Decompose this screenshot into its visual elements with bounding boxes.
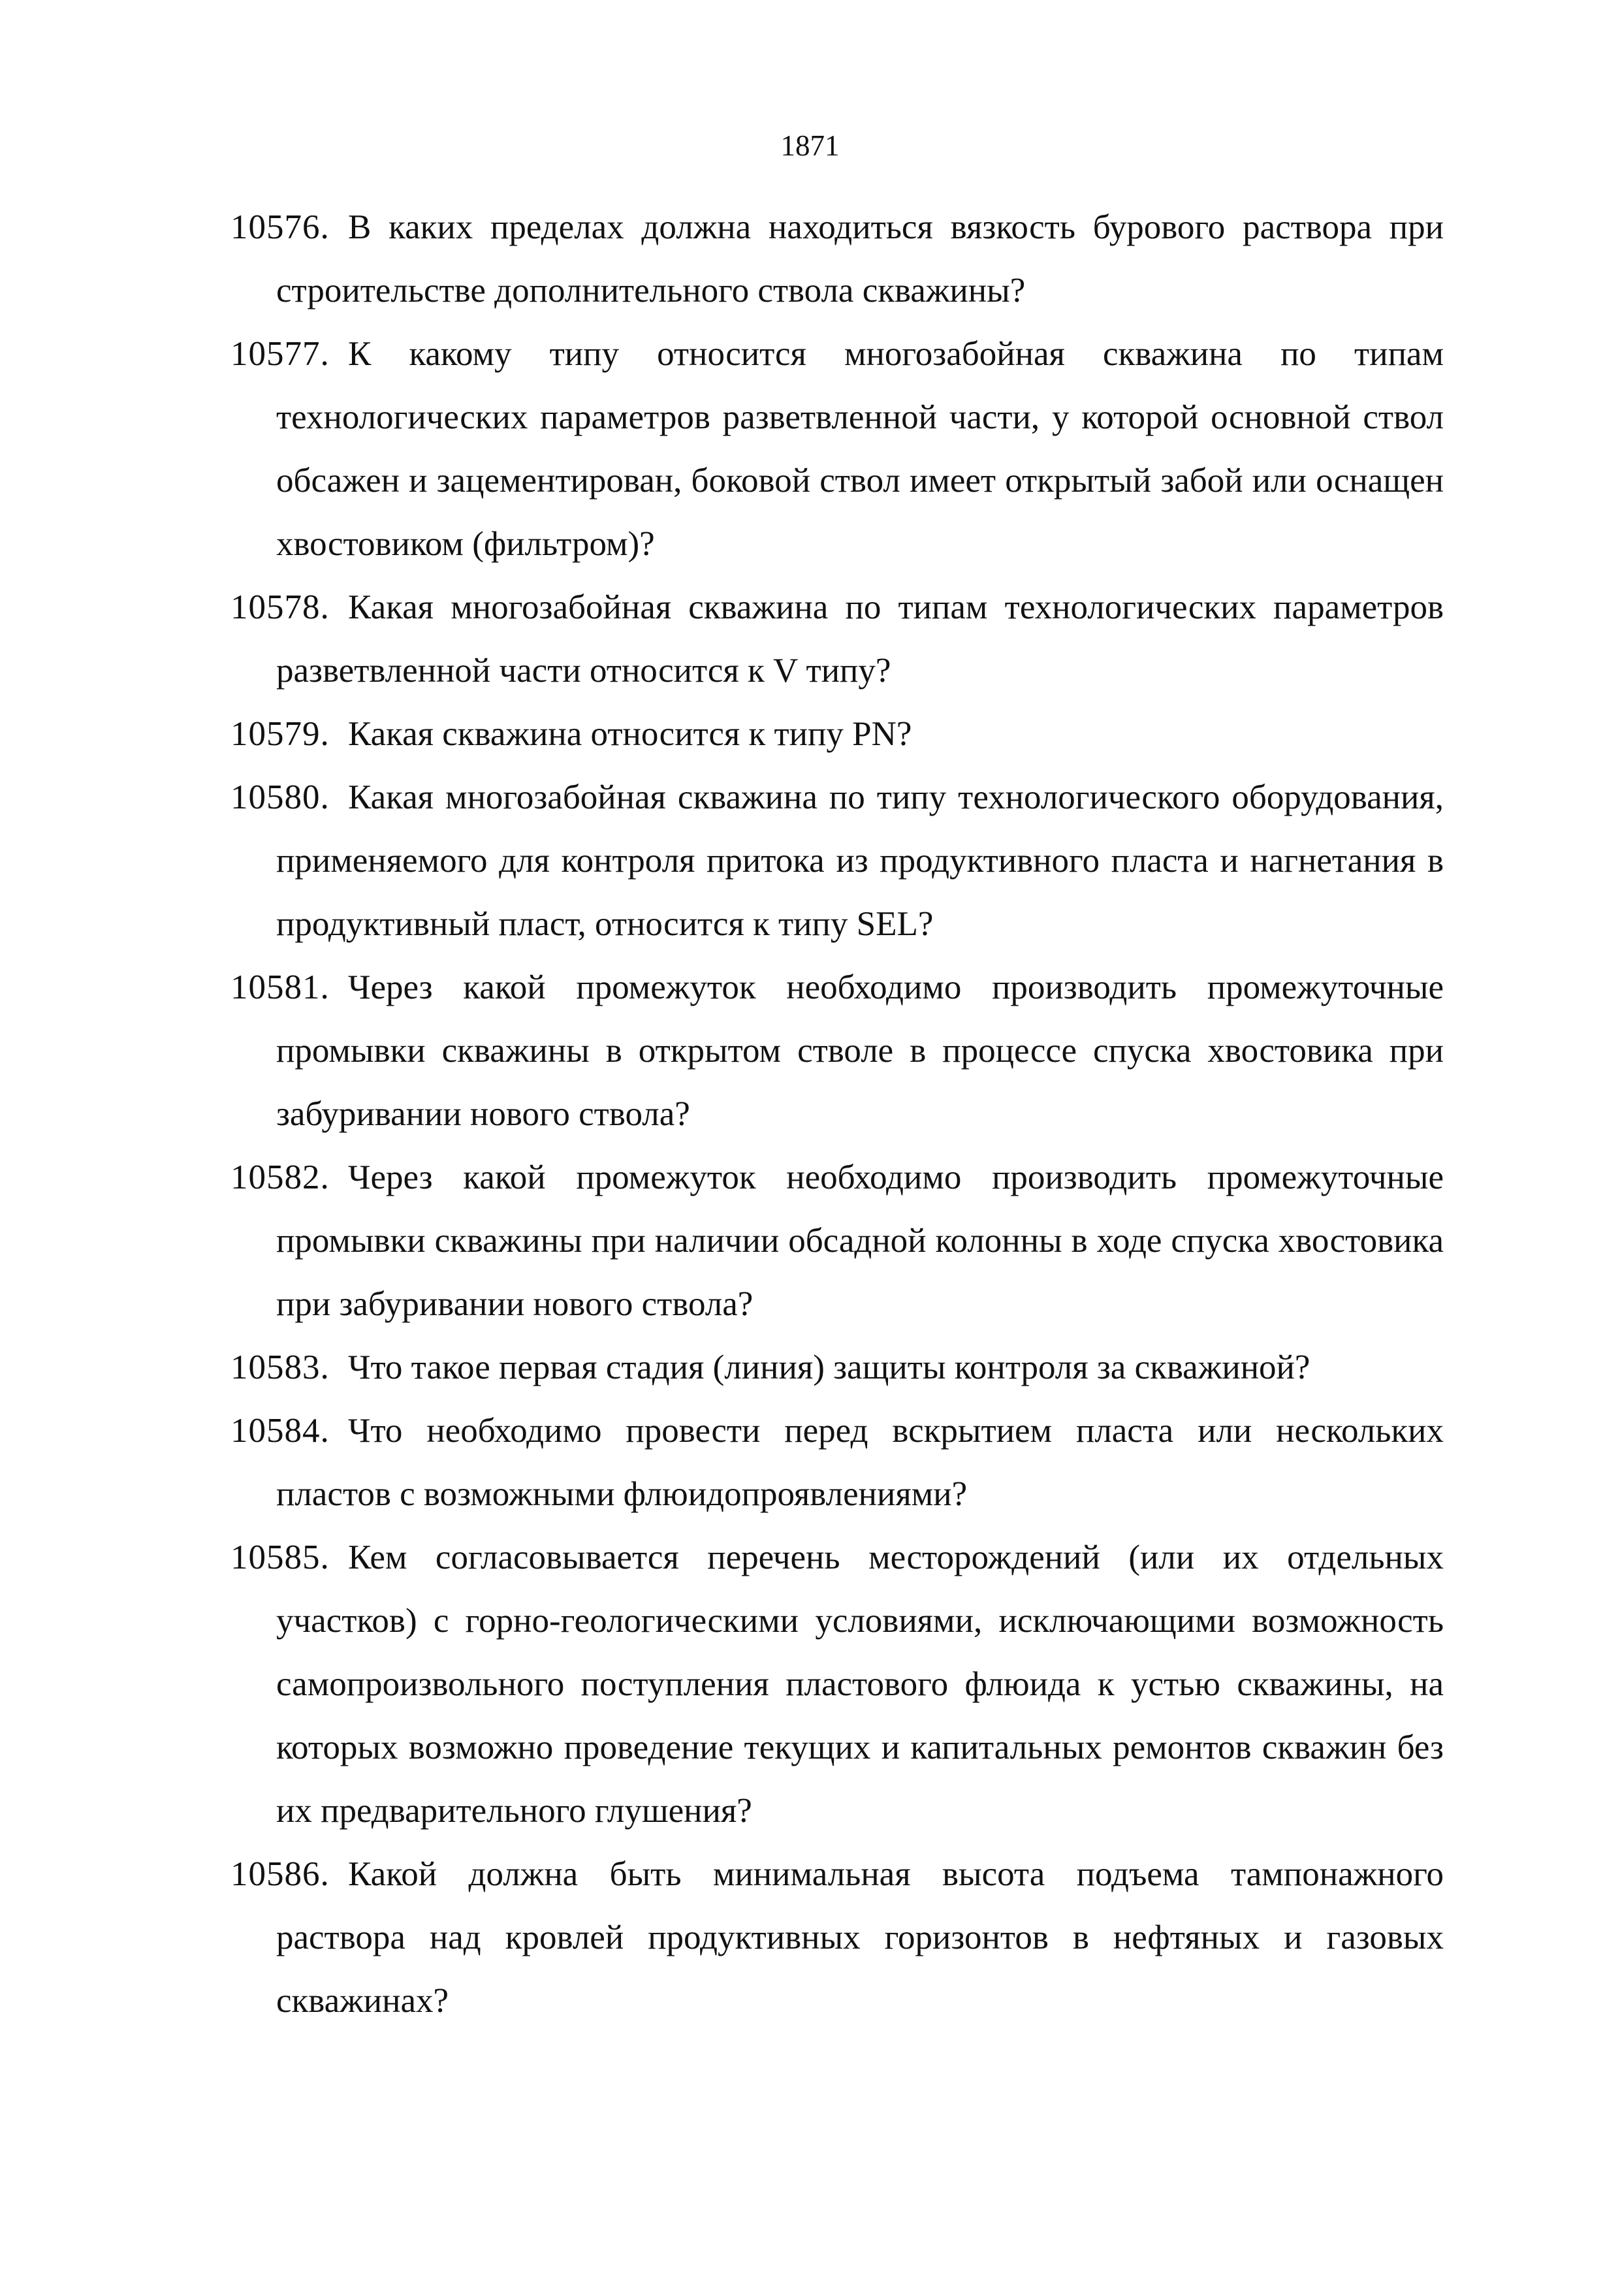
question-item [230, 956, 1444, 1146]
question-item [230, 703, 1444, 766]
question-number: 10586. [230, 1855, 330, 1893]
question-text: Через какой промежуток необходимо производить промежуточные промывки скважины при наличии обсадной колонны в ходе спуска хвостовика при забуривании нового ствола? [276, 1158, 1444, 1323]
question-number: 10584. [230, 1412, 330, 1450]
question-item [230, 1399, 1444, 1526]
question-item [230, 766, 1444, 956]
question-number: 10582. [230, 1158, 330, 1196]
question-number: 10579. [230, 715, 330, 753]
question-number: 10585. [230, 1539, 330, 1576]
question-number: 10578. [230, 588, 330, 626]
question-text: Какая многозабойная скважина по типу технологического оборудования, применяемого для контроля притока из продуктивного пласта и нагнетания в продуктивный пласт, относится к типу SEL? [276, 778, 1444, 943]
question-item [230, 1336, 1444, 1399]
question-list [230, 196, 1444, 2033]
question-item [230, 1526, 1444, 1843]
question-number: 10583. [230, 1348, 330, 1386]
question-text: Кем согласовывается перечень месторождений (или их отдельных участков) с горно-геологическими условиями, исключающими возможность самопроизвольного поступления пластового флюида к устью скважины, на которых возможно проведение текущих и капитальных ремонтов скважин без их предварительного глушения? [276, 1539, 1444, 1830]
question-text: Какая скважина относится к типу PN? [348, 715, 912, 753]
question-number: 10580. [230, 778, 330, 816]
question-item [230, 323, 1444, 576]
question-text: Что необходимо провести перед вскрытием пласта или нескольких пластов с возможными флюидопроявлениями? [276, 1412, 1444, 1513]
question-text: В каких пределах должна находиться вязкость бурового раствора при строительстве дополнительного ствола скважины? [276, 208, 1444, 310]
question-number: 10576. [230, 208, 330, 246]
question-text: Через какой промежуток необходимо производить промежуточные промывки скважины в открытом стволе в процессе спуска хвостовика при забуривании нового ствола? [276, 968, 1444, 1133]
question-item [230, 1843, 1444, 2033]
question-item [230, 196, 1444, 323]
question-item [230, 1146, 1444, 1336]
page-number: 1871 [780, 129, 840, 162]
question-item [230, 576, 1444, 703]
question-text: К какому типу относится многозабойная скважина по типам технологических параметров разветвленной части, у которой основной ствол обсажен и зацементирован, боковой ствол имеет открытый забой или оснащен хвостовиком (фильтром)? [276, 335, 1444, 563]
question-number: 10577. [230, 335, 330, 373]
question-text: Что такое первая стадия (линия) защиты контроля за скважиной? [348, 1348, 1310, 1386]
question-text: Какая многозабойная скважина по типам технологических параметров разветвленной части относится к V типу? [276, 588, 1444, 690]
question-text: Какой должна быть минимальная высота подъема тампонажного раствора над кровлей продуктивных горизонтов в нефтяных и газовых скважинах? [276, 1855, 1444, 2020]
question-number: 10581. [230, 968, 330, 1006]
